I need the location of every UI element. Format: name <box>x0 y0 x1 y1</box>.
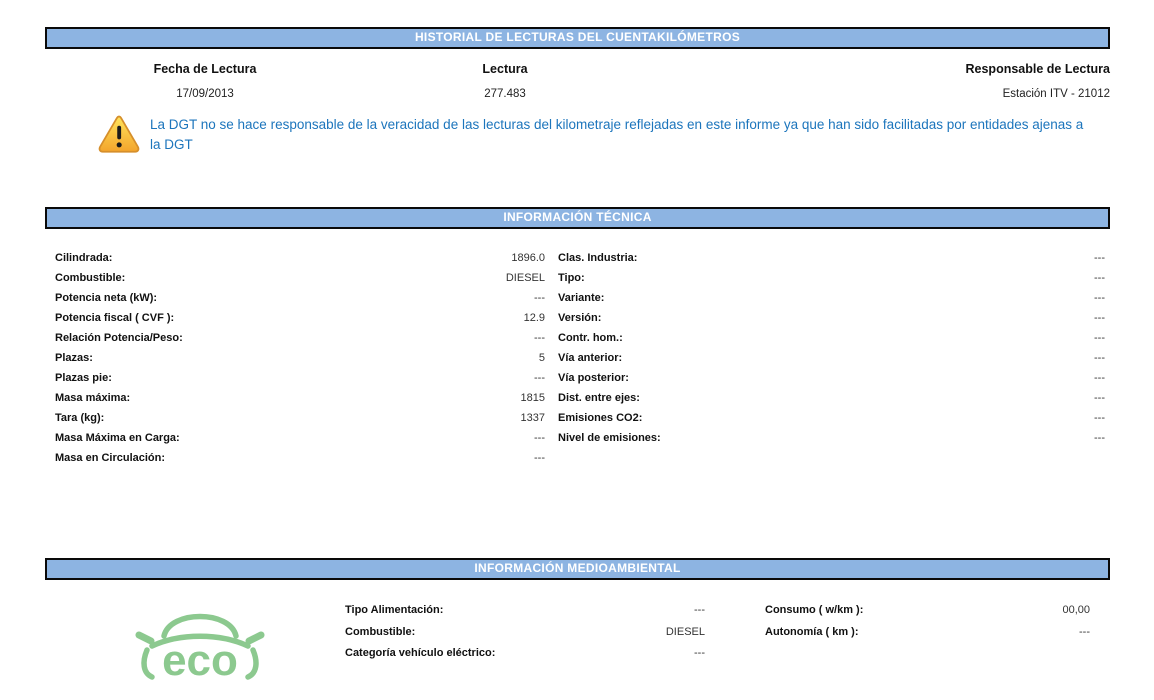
field-value: --- <box>1079 625 1090 638</box>
field-value: --- <box>534 432 545 444</box>
field-value: 1896.0 <box>511 252 545 264</box>
field-label: Relación Potencia/Peso: <box>55 332 183 344</box>
field-label: Tara (kg): <box>55 412 105 424</box>
field-value: 12.9 <box>523 312 545 324</box>
technical-section-title-bar <box>45 207 1110 229</box>
environment-section-title: INFORMACIÓN MEDIOAMBIENTAL <box>474 561 681 575</box>
field-value: --- <box>1094 352 1105 364</box>
field-label: Autonomía ( km ): <box>765 625 859 638</box>
technical-info-table <box>45 248 1110 468</box>
table-row <box>55 368 545 388</box>
table-row <box>765 622 1090 644</box>
field-label: Vía posterior: <box>558 372 629 384</box>
field-value: --- <box>534 452 545 464</box>
environment-info-table <box>45 594 1110 686</box>
field-label: Cilindrada: <box>55 252 113 264</box>
field-label: Tipo Alimentación: <box>345 604 444 616</box>
table-row <box>345 622 705 644</box>
table-row <box>558 308 1105 328</box>
field-value: DIESEL <box>665 625 705 638</box>
field-value: --- <box>1094 292 1105 304</box>
table-row <box>558 248 1105 268</box>
table-row <box>558 328 1105 348</box>
reading-value-value: 277.483 <box>484 88 526 100</box>
table-row <box>558 388 1105 408</box>
table-row <box>55 308 545 328</box>
reading-date-column <box>45 62 365 100</box>
field-value: --- <box>694 604 705 616</box>
field-value: DIESEL <box>505 272 545 284</box>
field-label: Plazas: <box>55 352 93 364</box>
odometer-readings-table <box>45 62 1110 100</box>
table-row <box>55 248 545 268</box>
table-row <box>345 643 705 665</box>
field-label: Plazas pie: <box>55 372 112 384</box>
field-label: Clas. Industria: <box>558 252 638 264</box>
odometer-section-title: HISTORIAL DE LECTURAS DEL CUENTAKILÓMETROS <box>414 30 741 44</box>
field-label: Tipo: <box>558 272 585 284</box>
table-row <box>765 600 1090 622</box>
table-row <box>55 348 545 368</box>
field-value: --- <box>1094 312 1105 324</box>
reading-responsible-value: Estación ITV - 21012 <box>1002 88 1110 100</box>
field-label: Contr. hom.: <box>558 332 623 344</box>
environment-section-title-bar <box>45 558 1110 580</box>
field-value: 5 <box>538 352 545 364</box>
table-row <box>558 288 1105 308</box>
eco-logo-block <box>45 594 330 686</box>
field-value: --- <box>534 372 545 384</box>
table-row <box>558 428 1105 448</box>
field-value: --- <box>534 292 545 304</box>
eco-car-icon <box>130 594 270 686</box>
field-value: 1337 <box>520 412 545 424</box>
field-value: --- <box>694 647 705 659</box>
technical-left-column <box>55 248 545 468</box>
field-value: --- <box>1094 332 1105 344</box>
table-row <box>558 268 1105 288</box>
table-row <box>55 328 545 348</box>
environment-column-2 <box>765 594 1090 686</box>
eco-label: eco <box>162 636 238 685</box>
field-value: --- <box>534 332 545 344</box>
reading-value-column <box>365 62 645 100</box>
dgt-disclaimer <box>45 114 1110 155</box>
disclaimer-text: La DGT no se hace responsable de la veracidad de las lecturas del kilometraje reflejadas en este informe ya que han sido facilitadas por entidades ajenas a la DGT <box>150 117 1084 152</box>
reading-date-value: 17/09/2013 <box>176 88 234 100</box>
field-label: Nivel de emisiones: <box>558 432 661 444</box>
technical-right-column <box>558 248 1105 468</box>
field-value: --- <box>1094 392 1105 404</box>
field-value: --- <box>1094 272 1105 284</box>
field-value: 00,00 <box>1062 604 1090 616</box>
reading-value-header: Lectura <box>482 62 528 76</box>
field-label: Potencia fiscal ( CVF ): <box>55 312 175 324</box>
field-label: Masa Máxima en Carga: <box>55 432 180 444</box>
table-row <box>55 428 545 448</box>
field-value: 1815 <box>520 392 545 404</box>
technical-section-title: INFORMACIÓN TÉCNICA <box>503 210 652 224</box>
reading-responsible-column <box>645 62 1110 100</box>
field-label: Vía anterior: <box>558 352 623 364</box>
odometer-section-title-bar <box>45 27 1110 49</box>
table-row <box>345 600 705 622</box>
warning-triangle-icon <box>97 114 141 155</box>
field-label: Masa en Circulación: <box>55 452 166 464</box>
field-label: Categoría vehículo eléctrico: <box>345 647 496 659</box>
field-value: --- <box>1094 252 1105 264</box>
field-label: Versión: <box>558 312 602 324</box>
table-row <box>558 368 1105 388</box>
table-row <box>558 348 1105 368</box>
field-label: Emisiones CO2: <box>558 412 643 424</box>
table-row <box>55 388 545 408</box>
table-row <box>55 408 545 428</box>
field-label: Combustible: <box>55 272 126 284</box>
table-row <box>55 448 545 468</box>
field-label: Potencia neta (kW): <box>55 292 158 304</box>
field-label: Combustible: <box>345 625 416 638</box>
table-row <box>55 268 545 288</box>
reading-responsible-header: Responsable de Lectura <box>965 62 1110 76</box>
field-label: Variante: <box>558 292 605 304</box>
field-value: --- <box>1094 372 1105 384</box>
field-label: Dist. entre ejes: <box>558 392 640 404</box>
field-label: Masa máxima: <box>55 392 131 404</box>
environment-column-1 <box>345 594 705 686</box>
field-value: --- <box>1094 412 1105 424</box>
table-row <box>55 288 545 308</box>
reading-date-header: Fecha de Lectura <box>153 62 257 76</box>
field-label: Consumo ( w/km ): <box>765 604 864 616</box>
table-row <box>558 408 1105 428</box>
field-value: --- <box>1094 432 1105 444</box>
